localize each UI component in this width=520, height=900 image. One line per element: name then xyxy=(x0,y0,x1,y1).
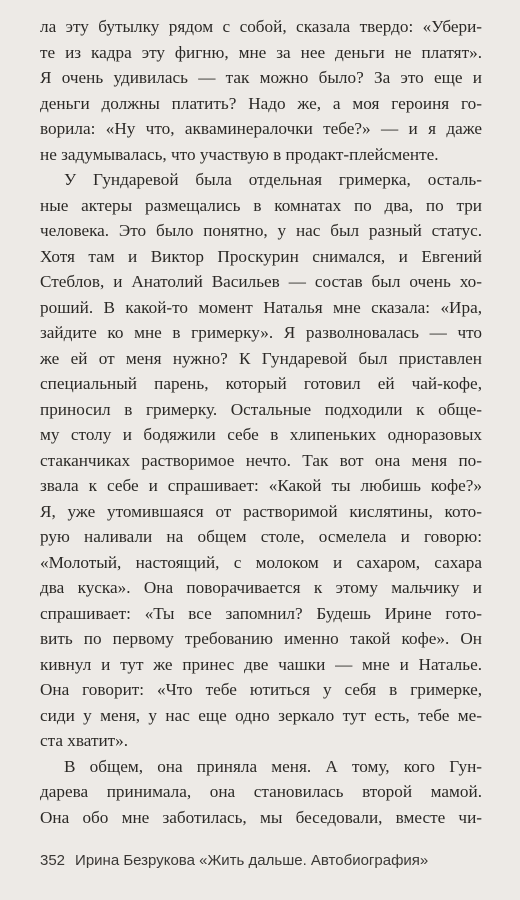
text-line: ста хватит». xyxy=(40,731,129,750)
text-line: те из кадра эту фигню, мне за нее деньги не платят». xyxy=(40,42,482,62)
body-text xyxy=(40,14,482,830)
page-number: 352 xyxy=(40,852,66,869)
text-line: дарева принимала, она становилась второй мамой. xyxy=(40,782,482,801)
text-line: Она обо мне заботилась, мы беседовали, вместе чи- xyxy=(40,807,482,827)
text-line: кивнул и тут же принес две чашки — мне и Наталье. xyxy=(40,654,482,674)
text-line: звала к себе и спрашивает: «Какой ты любишь кофе?» xyxy=(40,476,482,495)
text-line: Она говорит: «Что тебе ютиться у себя в гримерке, xyxy=(40,680,482,699)
page-footer xyxy=(40,852,428,869)
text-line: два куска». Она поворачивается к этому мальчику и xyxy=(40,578,482,597)
text-line: Хотя там и Виктор Проскурин снимался, и Евгений xyxy=(40,246,482,266)
text-line: человека. Это было понятно, у нас был разный статус. xyxy=(40,221,482,240)
text-line: зайдите ко мне в гримерку». Я разволновалась — что xyxy=(40,323,482,342)
text-line: Я очень удивилась — так можно было? За это еще и xyxy=(40,68,482,87)
text-line-paragraph-start: В общем, она приняла меня. А тому, кого Гун- xyxy=(64,756,482,776)
text-line-paragraph-start: У Гундаревой была отдельная гримерка, осталь- xyxy=(64,170,482,189)
text-line: ворила: «Ну что, аквaминералочки тебе?» — и я даже xyxy=(40,119,482,138)
text-line: ла эту бутылку рядом с собой, сказала твердо: «Убери- xyxy=(40,17,482,36)
text-line: роший. В какой-то момент Наталья мне сказала: «Ира, xyxy=(40,297,482,317)
text-line: сиди у меня, у нас еще одно зеркало тут есть, тебе ме- xyxy=(40,705,482,725)
text-line: рую наливали на общем столе, осмелела и говорю: xyxy=(40,527,482,546)
text-line: «Молотый, настоящий, с молоком и сахаром, сахара xyxy=(40,552,482,572)
text-line: приносил в гримерку. Остальные подходили к обще- xyxy=(40,399,482,419)
text-line: деньги должны платить? Надо же, а моя героиня го- xyxy=(40,93,482,113)
text-line: вить по первому требованию именно такой кофе». Он xyxy=(40,629,482,648)
running-title: Ирина Безрукова «Жить дальше. Автобиография» xyxy=(75,852,429,869)
text-line: ные актеры размещались в комнатах по два, по три xyxy=(40,195,482,215)
text-line: му столу и бодяжили себе в хлипеньких одноразовых xyxy=(40,425,482,444)
text-line: спрашивает: «Ты все запомнил? Будешь Ирине гото- xyxy=(40,603,482,623)
text-line: же ей от меня нужно? К Гундаревой был приставлен xyxy=(40,348,482,368)
text-line: стаканчиках растворимое нечто. Так вот она меня по- xyxy=(40,450,482,470)
text-line: Стеблов, и Анатолий Васильев — состав был очень хо- xyxy=(40,272,482,291)
text-line: не задумывалась, что участвую в продакт-плейсменте. xyxy=(40,144,439,164)
text-line: специальный парень, который готовил ей чай-кофе, xyxy=(40,374,482,393)
text-line: Я, уже утомившаяся от растворимой кислятины, кото- xyxy=(40,501,482,521)
